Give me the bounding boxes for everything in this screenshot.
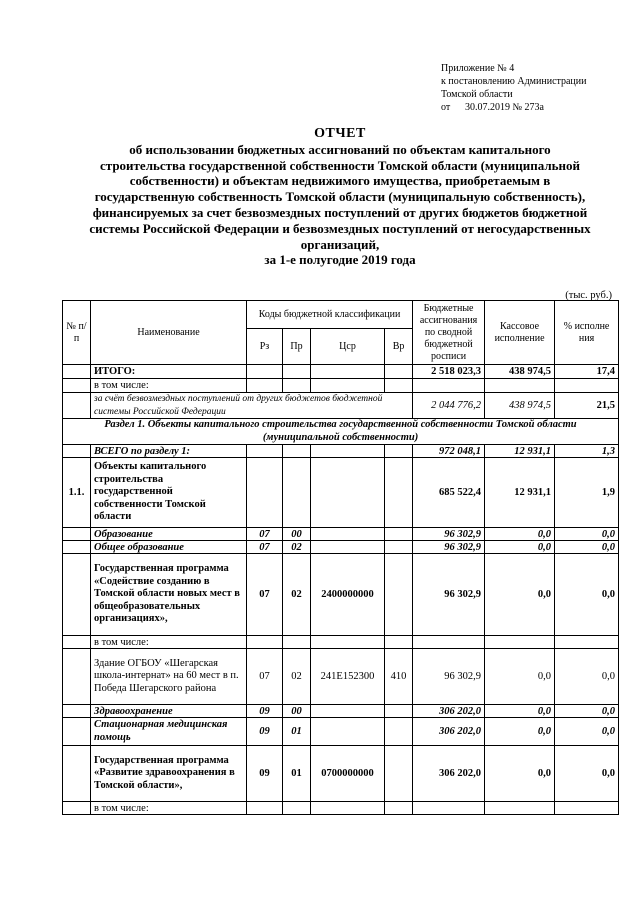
title-line: строительства государственной собственности Томской области (муниципальной	[100, 157, 580, 173]
section-row	[63, 419, 619, 445]
row-cash: 12 931,1	[485, 458, 555, 528]
row-cash: 0,0	[485, 554, 555, 636]
row-cash: 0,0	[485, 705, 555, 718]
title-line: системы Российской Федерации и безвозмездных поступлений от негосударственных	[89, 220, 591, 236]
header-pr: Пр	[283, 329, 311, 365]
table-row	[63, 746, 619, 802]
row-pr: 01	[283, 746, 311, 802]
row-budget: 972 048,1	[413, 445, 485, 458]
table-row	[63, 541, 619, 554]
row-name: в том числе:	[91, 636, 247, 649]
row-rz: 09	[247, 718, 283, 746]
row-csr: 241E152300	[311, 649, 385, 705]
table-row	[63, 393, 619, 419]
header-rz: Рз	[247, 329, 283, 365]
row-rz: 07	[247, 528, 283, 541]
table-row	[63, 365, 619, 379]
row-budget: 2 044 776,2	[413, 393, 485, 419]
row-percent: 0,0	[555, 649, 619, 705]
table-row	[63, 636, 619, 649]
row-pr: 01	[283, 718, 311, 746]
row-vr: 410	[385, 649, 413, 705]
row-rz: 07	[247, 554, 283, 636]
row-budget: 2 518 023,3	[413, 365, 485, 379]
row-rz: 09	[247, 746, 283, 802]
title-line: финансируемых за счет безвозмездных поступлений от других бюджетов бюджетной	[92, 204, 588, 220]
row-rz: 07	[247, 541, 283, 554]
row-name: в том числе:	[91, 379, 247, 393]
row-pr: 02	[283, 649, 311, 705]
header-name: Наименование	[91, 301, 247, 365]
row-cash: 438 974,5	[485, 365, 555, 379]
header-cash: Кассовое исполнение	[485, 301, 555, 365]
table-row	[63, 528, 619, 541]
row-cash: 0,0	[485, 528, 555, 541]
row-cash: 0,0	[485, 541, 555, 554]
row-percent: 0,0	[555, 554, 619, 636]
row-num: 1.1.	[63, 458, 91, 528]
row-name: Стационарная медицинская помощь	[91, 718, 247, 746]
table-row	[63, 649, 619, 705]
appendix-line: Приложение № 4	[441, 63, 515, 74]
row-pr: 02	[283, 541, 311, 554]
row-rz: 09	[247, 705, 283, 718]
header-num: № п/п	[63, 301, 91, 365]
table-row	[63, 554, 619, 636]
row-name: Объекты капитального строительства государственной собственности Томской области	[91, 458, 247, 528]
table-row	[63, 458, 619, 528]
header-csr: Цср	[311, 329, 385, 365]
row-percent: 0,0	[555, 746, 619, 802]
row-name: Здание ОГБОУ «Шегарская школа-интернат» на 60 мест в п. Победа Шегарского района	[91, 649, 247, 705]
table-row	[63, 379, 619, 393]
section-title: Раздел 1. Объекты капитального строительства государственной собственности Томской области (муниципальной собственности)	[63, 419, 619, 445]
row-budget: 685 522,4	[413, 458, 485, 528]
appendix-note	[441, 62, 587, 114]
row-pr: 00	[283, 705, 311, 718]
row-budget: 96 302,9	[413, 554, 485, 636]
row-percent: 1,3	[555, 445, 619, 458]
report-table	[62, 300, 619, 815]
row-rz: 07	[247, 649, 283, 705]
row-name: Общее образование	[91, 541, 247, 554]
report-title	[60, 126, 620, 268]
row-cash: 0,0	[485, 718, 555, 746]
appendix-line: к постановлению Администрации	[441, 76, 587, 87]
appendix-date	[441, 101, 587, 114]
row-percent: 0,0	[555, 528, 619, 541]
units-label: (тыс. руб.)	[565, 290, 612, 301]
table-row	[63, 718, 619, 746]
row-name: Государственная программа «Содействие созданию в Томской области новых мест в общеобразовательных организациях»,	[91, 554, 247, 636]
row-budget: 306 202,0	[413, 705, 485, 718]
title-period: за 1-е полугодие 2019 года	[264, 252, 416, 268]
row-name: за счёт безвозмездных поступлений от других бюджетов бюджетной системы Российской Федерации	[91, 393, 413, 419]
title-line: об использовании бюджетных ассигнований по объектам капитального	[129, 141, 551, 157]
row-name: ВСЕГО по разделу 1:	[91, 445, 247, 458]
row-name: Государственная программа «Развитие здравоохранения в Томской области»,	[91, 746, 247, 802]
row-cash: 0,0	[485, 649, 555, 705]
row-csr: 0700000000	[311, 746, 385, 802]
row-cash: 12 931,1	[485, 445, 555, 458]
row-percent: 21,5	[555, 393, 619, 419]
row-budget: 96 302,9	[413, 649, 485, 705]
header-budget: Бюджетные ассигнования по сводной бюджетной росписи	[413, 301, 485, 365]
row-budget: 96 302,9	[413, 528, 485, 541]
row-percent: 0,0	[555, 541, 619, 554]
table-row	[63, 705, 619, 718]
row-percent: 17,4	[555, 365, 619, 379]
table-row	[63, 802, 619, 815]
row-cash: 0,0	[485, 746, 555, 802]
row-name: в том числе:	[91, 802, 247, 815]
table-row	[63, 445, 619, 458]
row-budget: 306 202,0	[413, 718, 485, 746]
row-pr: 02	[283, 554, 311, 636]
row-percent: 0,0	[555, 705, 619, 718]
row-csr: 2400000000	[311, 554, 385, 636]
header-codes: Коды бюджетной классификации	[247, 301, 413, 329]
row-budget: 96 302,9	[413, 541, 485, 554]
appendix-date-value: 30.07.2019 № 273а	[465, 102, 544, 113]
title-line: государственную собственность Томской области (муниципальную собственность),	[94, 189, 586, 205]
row-percent: 1,9	[555, 458, 619, 528]
row-cash: 438 974,5	[485, 393, 555, 419]
header-vr: Вр	[385, 329, 413, 365]
title-line: собственности) и объектам недвижимого имущества, приобретаемым в	[129, 173, 551, 189]
header-row	[63, 301, 619, 329]
row-name: ИТОГО:	[91, 365, 247, 379]
row-name: Здравоохранение	[91, 705, 247, 718]
row-budget: 306 202,0	[413, 746, 485, 802]
row-name: Образование	[91, 528, 247, 541]
header-percent: % исполне ния	[555, 301, 619, 365]
appendix-line: Томской области	[441, 89, 513, 100]
title-main: ОТЧЕТ	[314, 126, 366, 141]
appendix-date-prefix: от	[441, 102, 451, 113]
title-line: организаций,	[300, 236, 380, 252]
row-percent: 0,0	[555, 718, 619, 746]
row-pr: 00	[283, 528, 311, 541]
